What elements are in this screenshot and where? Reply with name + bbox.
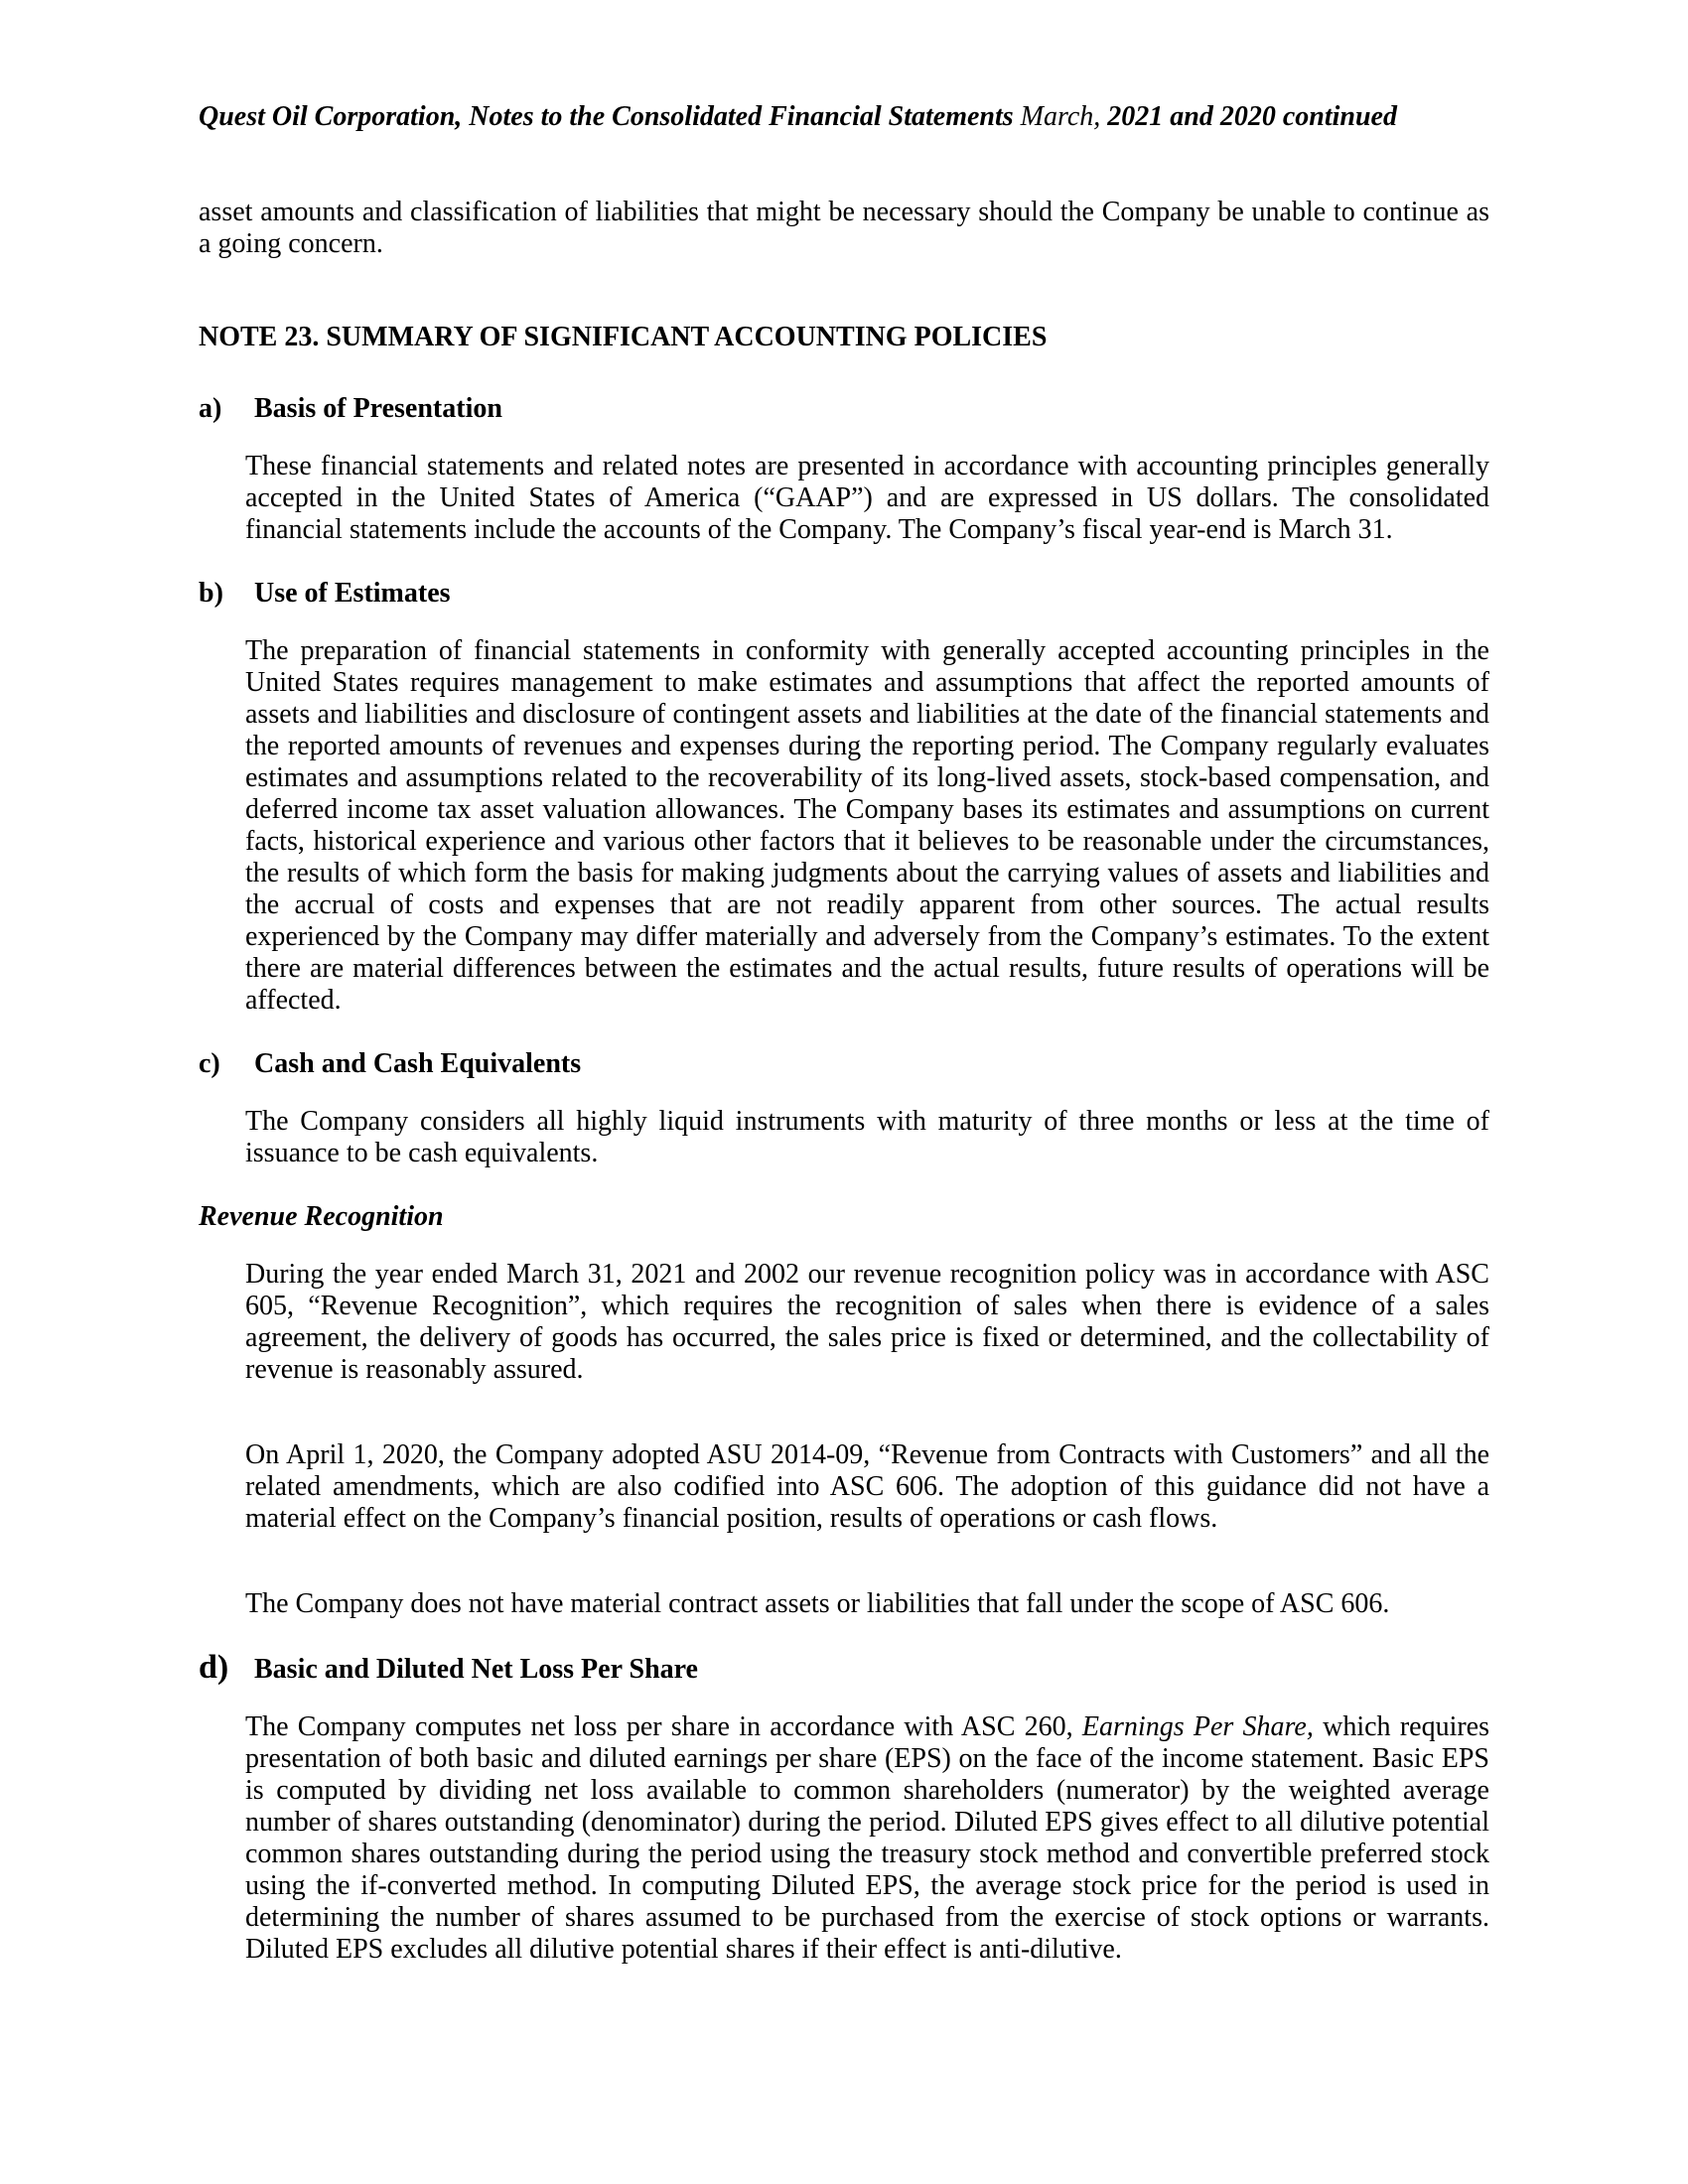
- section-basis-of-presentation: [199, 393, 1489, 546]
- asc-260-citation: Earnings Per Share,: [1081, 1711, 1314, 1742]
- section-d-paragraph: [245, 1711, 1489, 1966]
- section-b-paragraph: The preparation of financial statements in conformity with generally accepted accounting principles in the United States requires management to make estimates and assumptions that affect the reported amounts of assets and liabilities and disclosure of contingent assets and liabilities at the date of the financial statements and the reported amounts of revenues and expenses during the reporting period. The Company regularly evaluates estimates and assumptions related to the recoverability of its long-lived assets, stock-based compensation, and deferred income tax asset valuation allowances. The Company bases its estimates and assumptions on current facts, historical experience and various other factors that it believes to be reasonable under the circumstances, the results of which form the basis for making judgments about the carrying values of assets and liabilities and the accrual of costs and expenses that are not readily apparent from other sources. The actual results experienced by the Company may differ materially and adversely from the Company’s estimates. To the extent there are material differences between the estimates and the actual results, future results of operations will be affected.: [245, 635, 1489, 1016]
- running-header: [199, 101, 1489, 133]
- note-23-heading: NOTE 23. SUMMARY OF SIGNIFICANT ACCOUNTING POLICIES: [199, 322, 1048, 352]
- revenue-recognition-paragraph-1: During the year ended March 31, 2021 and 2002 our revenue recognition policy was in accordance with ASC 605, “Revenue Recognition”, which requires the recognition of sales when there is evidence of a sales agreement, the delivery of goods has occurred, the sales price is fixed or determined, and the collectability of revenue is reasonably assured.: [245, 1259, 1489, 1385]
- running-header-text-1: Quest Oil Corporation, Notes to the Consolidated Financial Statements: [199, 101, 1021, 132]
- section-d-heading: [199, 1649, 1489, 1686]
- section-a-paragraph: These financial statements and related notes are presented in accordance with accounting principles generally accepted in the United States of America (“GAAP”) and are expressed in US dollars. The consolidated financial statements include the accounts of the Company. The Company’s fiscal year-end is March 31.: [245, 451, 1489, 545]
- section-use-of-estimates: [199, 578, 1489, 1017]
- revenue-recognition-paragraph-2: On April 1, 2020, the Company adopted ASU 2014-09, “Revenue from Contracts with Customers” and all the related amendments, which are also codified into ASC 606. The adoption of this guidance did not have a material effect on the Company’s financial position, results of operations or cash flows.: [245, 1439, 1489, 1534]
- section-basic-and-diluted-net-loss-per-share: [199, 1649, 1490, 1966]
- section-a-title: Basis of Presentation: [254, 393, 502, 424]
- section-d-label: d): [199, 1649, 229, 1686]
- section-b-label: b): [199, 578, 223, 609]
- section-a-heading: [199, 393, 1489, 425]
- section-c-title: Cash and Cash Equivalents: [254, 1048, 582, 1079]
- section-a-label: a): [199, 393, 222, 424]
- section-b-title: Use of Estimates: [254, 578, 451, 609]
- section-revenue-recognition: [199, 1201, 1489, 1620]
- section-d-paragraph-text-1: The Company computes net loss per share in accordance with ASC 260,: [245, 1711, 1082, 1742]
- revenue-recognition-paragraph-3: The Company does not have material contract assets or liabilities that fall under the scope of ASC 606.: [245, 1588, 1390, 1619]
- section-d-paragraph-text-2: which requires presentation of both basic and diluted earnings per share (EPS) on the face of the income statement. Basic EPS is computed by dividing net loss available to common shareholders (numerator) by the weighted average number of shares outstanding (denominator) during the period. Diluted EPS gives effect to all dilutive potential common shares outstanding during the period using the treasury stock method and convertible preferred stock using the if-converted method. In computing Diluted EPS, the average stock price for the period is used in determining the number of shares assumed to be purchased from the exercise of stock options or warrants. Diluted EPS excludes all dilutive potential shares if their effect is anti-dilutive.: [245, 1711, 1490, 1965]
- intro-paragraph: asset amounts and classification of liabilities that might be necessary should the Company be unable to continue as a going concern.: [199, 197, 1489, 259]
- section-d-title: Basic and Diluted Net Loss Per Share: [254, 1654, 698, 1685]
- section-c-label: c): [199, 1048, 220, 1079]
- revenue-recognition-heading: Revenue Recognition: [199, 1201, 444, 1232]
- running-header-text-3: 2021 and 2020 continued: [1107, 101, 1397, 132]
- section-c-heading: [199, 1048, 1489, 1080]
- running-header-text-2: March,: [1020, 101, 1108, 132]
- section-b-heading: [199, 578, 1489, 610]
- section-c-paragraph: The Company considers all highly liquid instruments with maturity of three months or less at the time of issuance to be cash equivalents.: [245, 1106, 1489, 1168]
- section-cash-and-cash-equivalents: [199, 1048, 1489, 1169]
